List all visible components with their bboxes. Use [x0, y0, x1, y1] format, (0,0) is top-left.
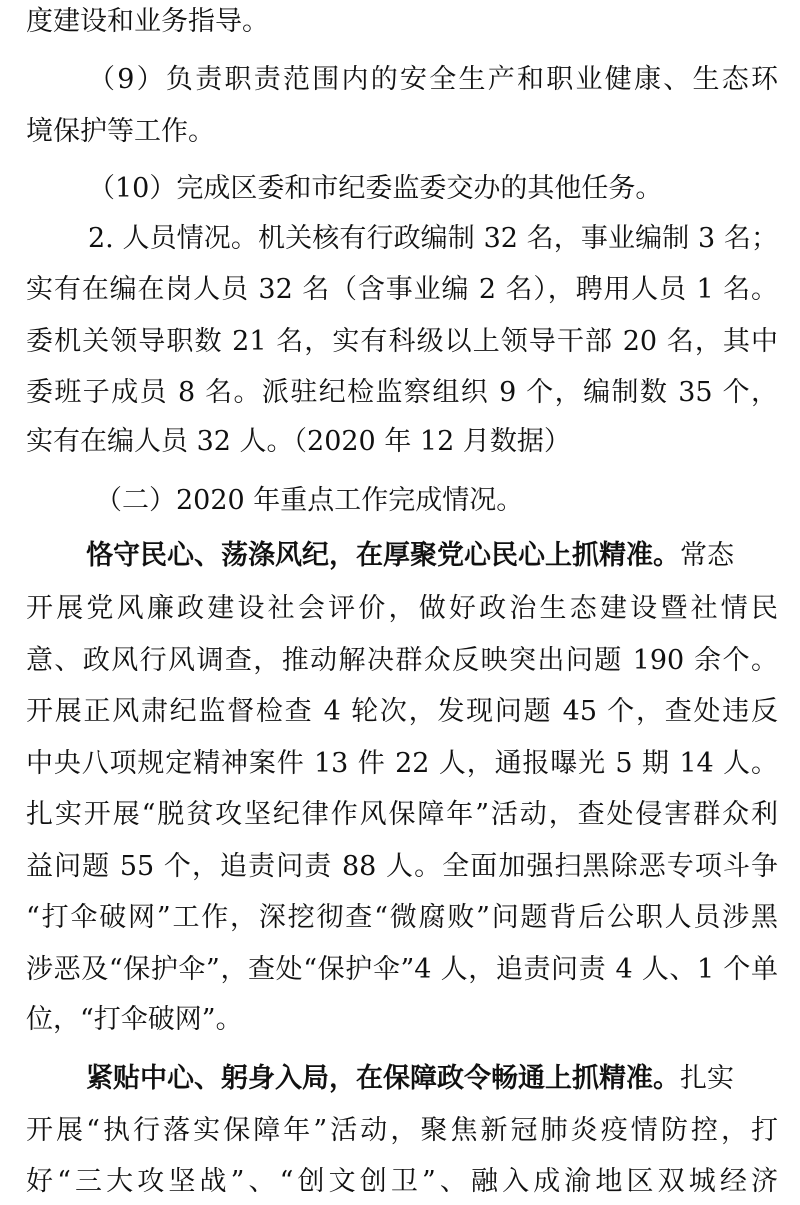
- section-heading: （二）2020 年重点工作完成情况。: [95, 485, 524, 516]
- text-line: 位，“打伞破网”。: [26, 1004, 243, 1035]
- text-line: 扎实开展“脱贫攻坚纪律作风保障年”活动，查处侵害群众利: [26, 799, 778, 830]
- text-line: 开展“执行落实保障年”活动，聚焦新冠肺炎疫情防控，打: [26, 1115, 778, 1146]
- text-line: 委机关领导职数 21 名，实有科级以上领导干部 20 名，其中: [26, 326, 778, 357]
- text-line: 实有在编在岗人员 32 名（含事业编 2 名），聘用人员 1 名。: [26, 274, 778, 305]
- paragraph-heading: 紧贴中心、躬身入局，在保障政令畅通上抓精准。: [86, 1063, 680, 1094]
- text-line: （10）完成区委和市纪委监委交办的其他任务。: [88, 173, 663, 204]
- text-line: “打伞破网”工作，深挖彻查“微腐败”问题背后公职人员涉黑: [26, 902, 778, 933]
- text-line: 中央八项规定精神案件 13 件 22 人，通报曝光 5 期 14 人。: [26, 748, 778, 779]
- text-line: 实有在编人员 32 人。（2020 年 12 月数据）: [26, 426, 571, 457]
- text-line: 开展正风肃纪监督检查 4 轮次，发现问题 45 个，查处违反: [26, 696, 778, 727]
- text-line: 度建设和业务指导。: [26, 6, 269, 37]
- text-line: 开展党风廉政建设社会评价，做好政治生态建设暨社情民: [26, 593, 778, 624]
- paragraph-heading: 恪守民心、荡涤风纪，在厚聚党心民心上抓精准。: [86, 540, 680, 571]
- text-line: 益问题 55 个，追责问责 88 人。全面加强扫黑除恶专项斗争: [26, 851, 778, 882]
- text-line: 境保护等工作。: [26, 116, 215, 147]
- paragraph-first-line: [86, 1057, 778, 1101]
- text-line: 常态: [680, 540, 734, 571]
- text-line: 委班子成员 8 名。派驻纪检监察组织 9 个，编制数 35 个，: [26, 377, 778, 408]
- text-line: 2. 人员情况。机关核有行政编制 32 名，事业编制 3 名；: [88, 223, 778, 254]
- text-line: 涉恶及“保护伞”，查处“保护伞”4 人，追责问责 4 人、1 个单: [26, 954, 778, 985]
- text-line: 意、政风行风调查，推动解决群众反映突出问题 190 余个。: [26, 645, 778, 676]
- text-line: 好“三大攻坚战”、“创文创卫”、融入成渝地区双城经济: [26, 1166, 778, 1197]
- text-line: 扎实: [680, 1063, 734, 1094]
- text-line: （9）负责职责范围内的安全生产和职业健康、生态环: [88, 64, 778, 95]
- paragraph-first-line: [86, 534, 778, 578]
